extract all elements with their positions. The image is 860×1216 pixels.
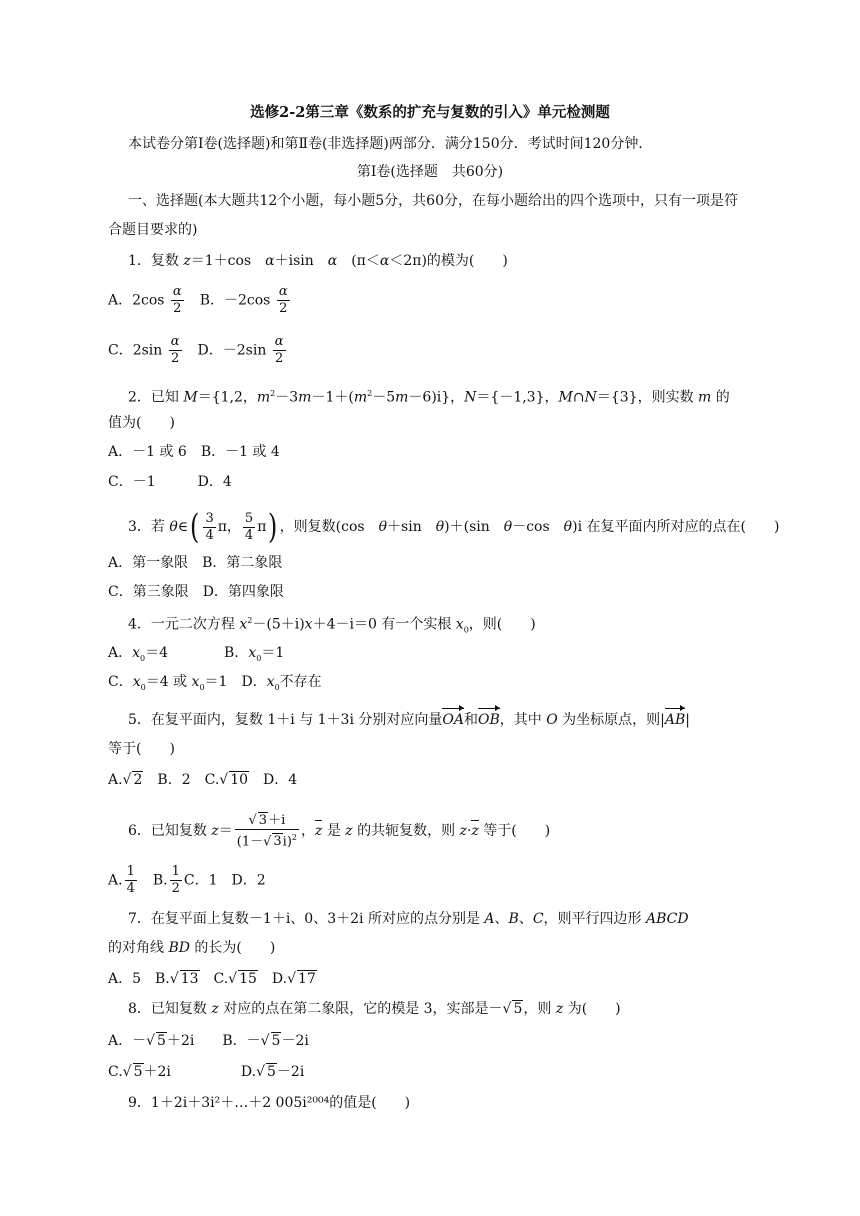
- question-4-options-ab: A．$x_0=4$ B．$x_0=1$: [108, 645, 285, 663]
- section-heading-line1: 一、选择题(本大题共12个小题，每小题5分，共60分，在每小题给出的四个选项中，只有一项是符: [128, 193, 738, 209]
- question-8-options-ab: A．－√ 5＋2i B．－√ 5－2i: [108, 1033, 309, 1049]
- question-1-stem: 1．复数 z＝1＋cos α＋isin α (π＜α＜2π)的模为( ): [128, 253, 508, 269]
- question-2-options-ab: A．－1 或 6 B．－1 或 4: [108, 444, 280, 460]
- question-2-options-cd: C．－1 D．4: [108, 474, 232, 490]
- question-7-stem-cont: 的对角线 BD 的长为( ): [108, 940, 276, 956]
- exam-intro: 本试卷分第Ⅰ卷(选择题)和第Ⅱ卷(非选择题)两部分．满分150分．考试时间120分钟．: [128, 136, 653, 152]
- question-2-stem-cont: 值为( ): [108, 415, 175, 431]
- question-1-options-cd: C．2sin $\frac{\alpha}{2}$ D．－2sin $\frac{\alpha}{2}$: [108, 334, 284, 366]
- question-5-stem: 5．在复平面内，复数 1＋i 与 1＋3i 分别对应向量OA和OB，其中 O 为坐标原点，则|AB|: [128, 712, 690, 728]
- question-3-stem: 3．若 θ∈( $\frac{3}{4}$ π， $\frac{5}{4}$ π) ，则复数(cos θ＋sin θ)＋(sin θ－cos θ)i 在复平面内所对应的点在( ): [128, 507, 780, 547]
- question-1-options-ab: A．2cos $\frac{\alpha}{2}$ B．－2cos $\frac{\alpha}{2}$: [108, 284, 288, 316]
- question-5-options: A.√ 2 B．2 C.√ 10 D．4: [108, 772, 298, 788]
- question-4-options-cd: C．$x_0=4$ 或 $x_0=1$ D．$x_0$不存在: [108, 674, 322, 692]
- question-7-options: A．5 B.√ 13 C.√ 15 D.√ 17: [108, 971, 316, 987]
- question-8-stem: 8．已知复数 z 对应的点在第二象限，它的模是 3，实部是－√ 5，则 z 为( ): [128, 1001, 621, 1017]
- question-2-stem: 2．已知 M＝{1,2，$m^2-3m-1+(m^2-5m-6)i$}，N＝{－1,3}，M∩N＝{3}，则实数 m 的: [128, 389, 730, 406]
- section-heading-line2: 合题目要求的): [108, 222, 198, 238]
- question-5-stem-cont: 等于( ): [108, 741, 175, 757]
- part-heading: 第Ⅰ卷(选择题 共60分): [356, 164, 504, 180]
- document-title: 选修2-2第三章《数系的扩充与复数的引入》单元检测题: [250, 104, 610, 121]
- question-7-stem: 7．在复平面上复数－1＋i、0、3＋2i 所对应的点分别是 A、B、C，则平行四边形 ABCD: [128, 911, 689, 927]
- question-3-options-ab: A．第一象限 B．第二象限: [108, 555, 283, 571]
- question-8-options-cd: C.√ 5＋2i D.√ 5－2i: [108, 1064, 305, 1080]
- question-6-options: A. $\frac{1}{4}$ B. $\frac{1}{2}$ C．1 D．2: [108, 864, 266, 896]
- question-3-options-cd: C．第三象限 D．第四象限: [108, 584, 284, 600]
- question-6-stem: 6．已知复数 z＝ $\frac{√ 3+i}{(1-√ 3i)^2}$ ，z 是 z 的共轭复数，则 z·z 等于( ): [128, 813, 551, 850]
- question-9-stem: 9．1＋2i＋3i²＋…＋2 005i²⁰⁰⁴的值是( ): [128, 1095, 411, 1111]
- question-4-stem: 4．一元二次方程 $x^2-(5+i)x+4-i=0$ 有一个实根 $x_0$，则( ): [128, 616, 536, 635]
